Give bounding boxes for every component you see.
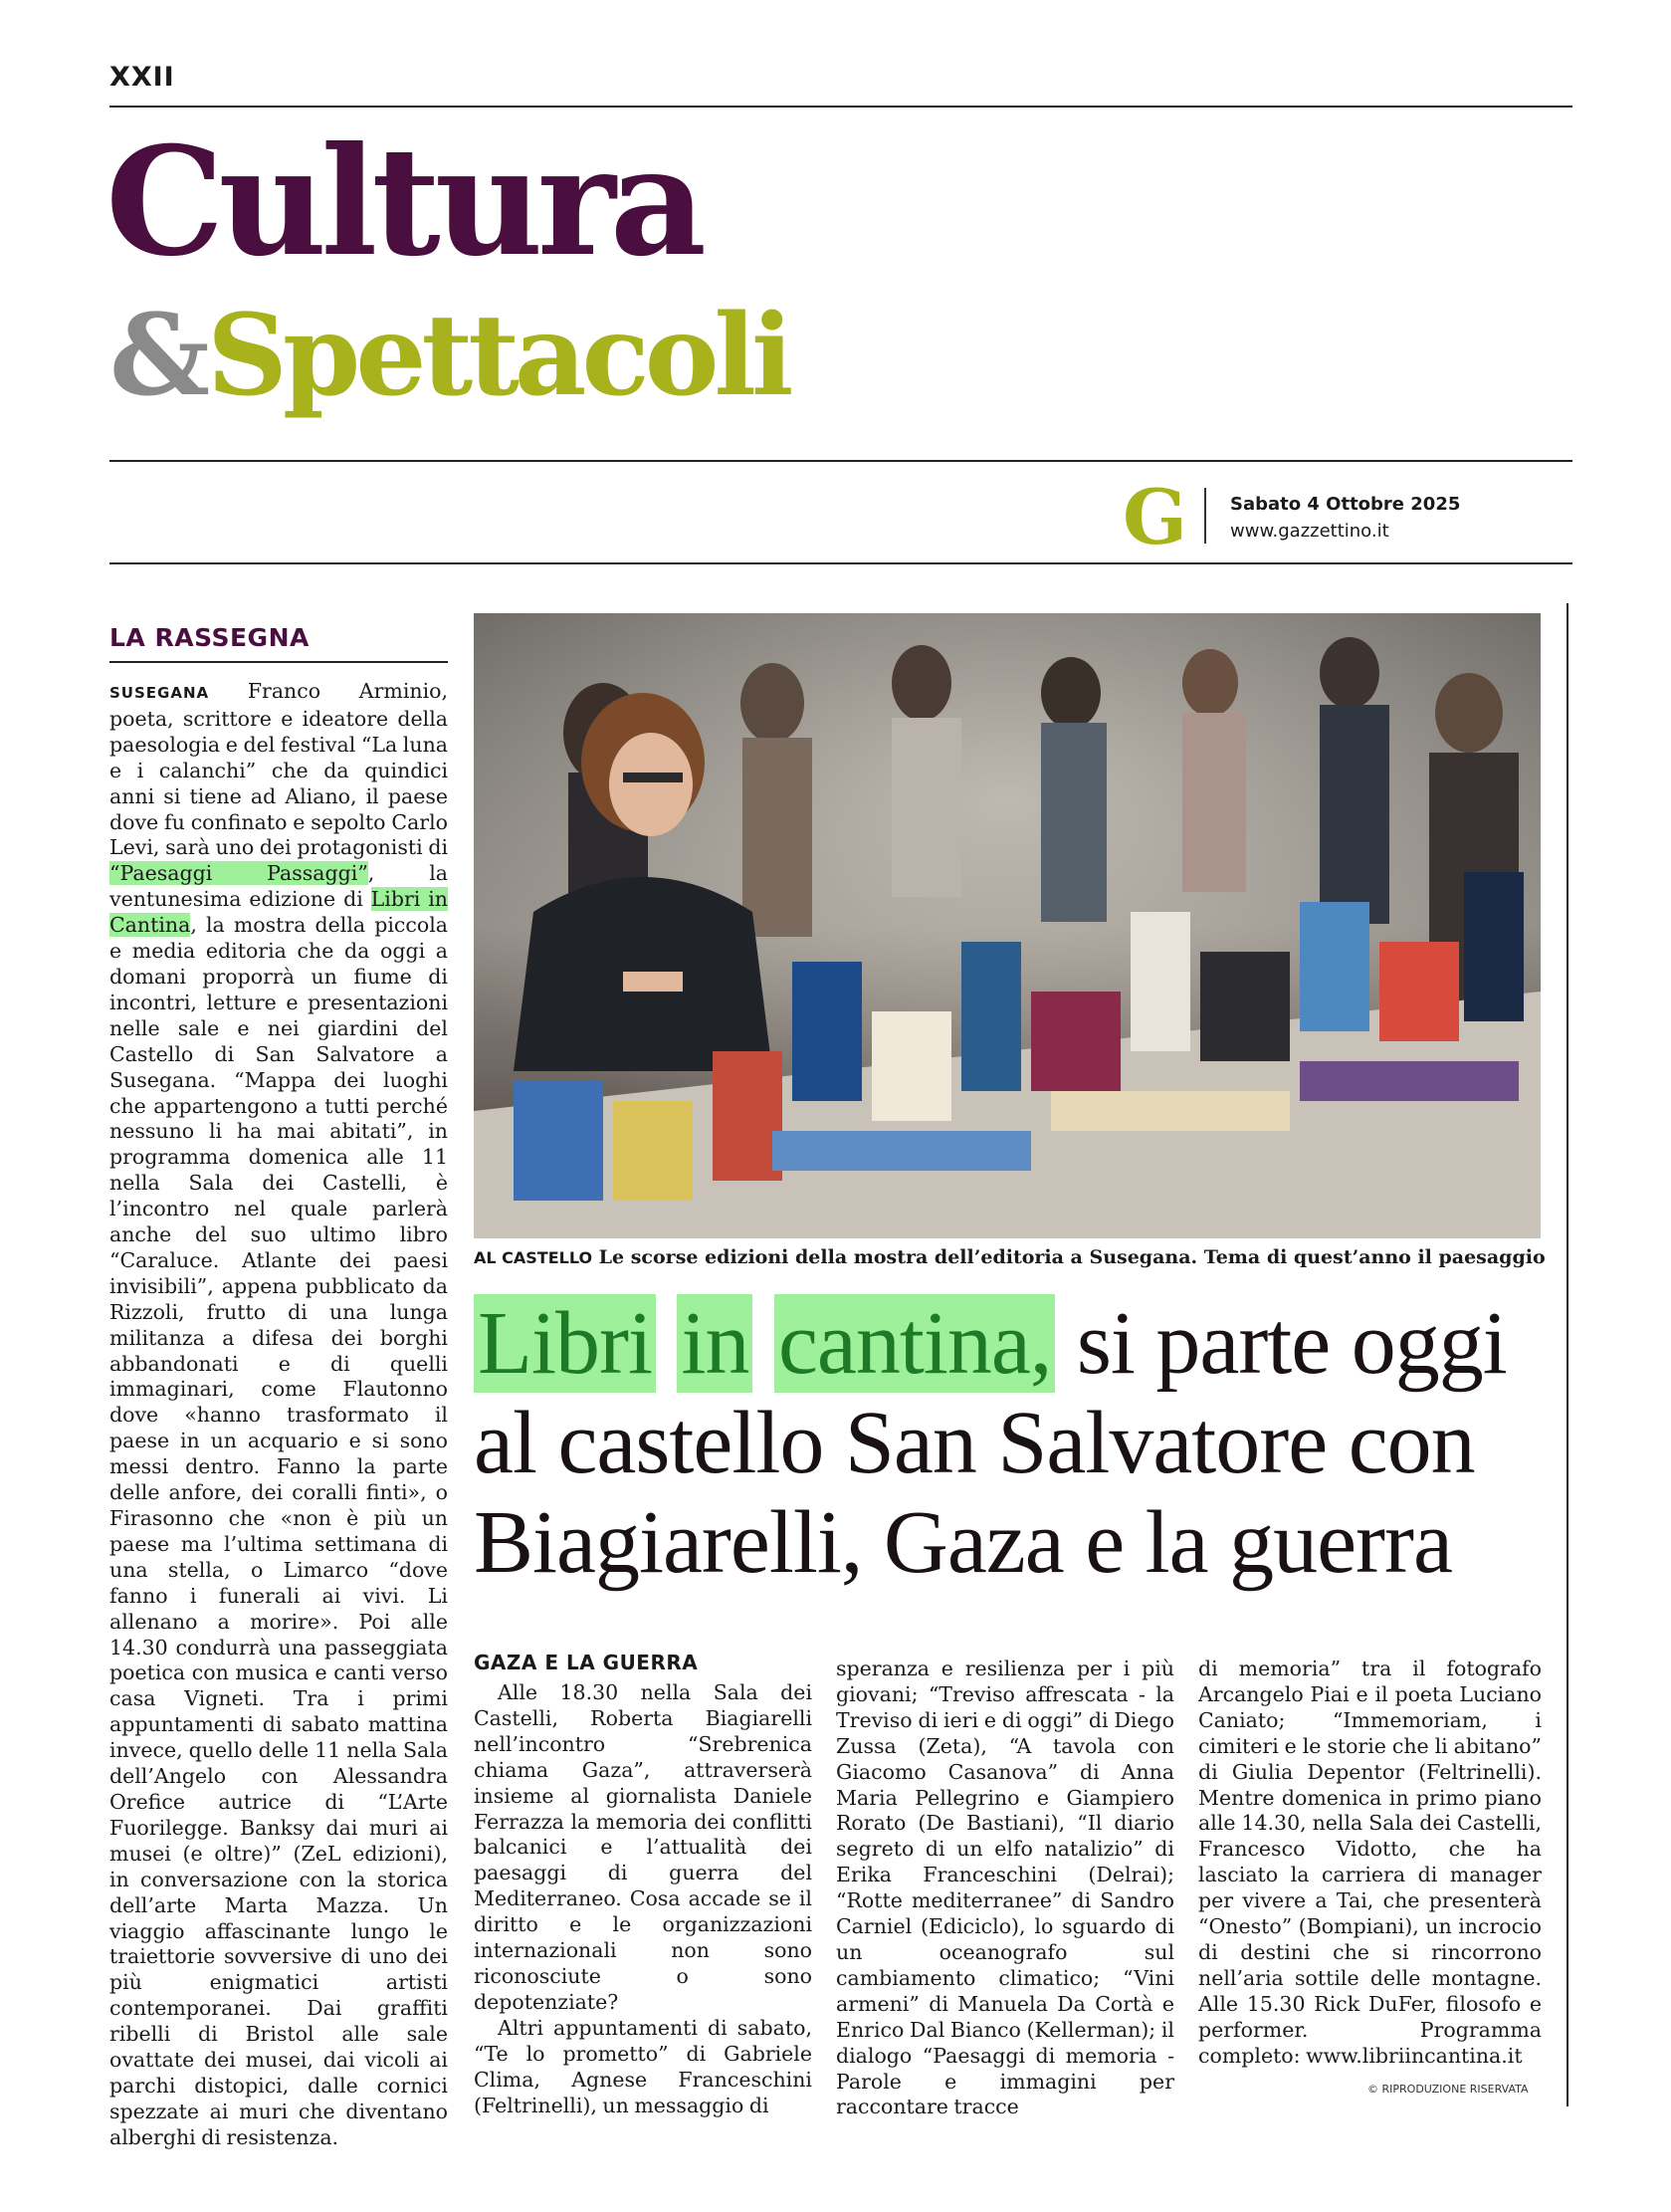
sidebar-text: , la ventunesima edizione di bbox=[109, 861, 448, 912]
article-column-1 bbox=[474, 1680, 812, 2118]
headline-line2: al castello San Salvatore con bbox=[474, 1394, 1475, 1492]
article-paragraph: Alle 18.30 nella Sala dei Castelli, Roberta Biagiarelli nell’incontro “Srebrenica chiama Gaza”, attraverserà insieme al giornalista Daniele Ferrazza la memoria dei conflitti balcanici e l’attualità dei paesaggi di guerra del Mediterraneo. Cosa accade se il diritto e le organizzazioni internazionali non sono riconosciute o sono depotenziate? bbox=[474, 1680, 812, 2014]
section-title: Cultura bbox=[105, 114, 701, 290]
photo-caption bbox=[474, 1246, 1549, 1268]
headline-highlight-libri: Libri bbox=[474, 1294, 656, 1393]
gazzettino-logo: G bbox=[1123, 473, 1187, 561]
article-paragraph: Altri appuntamenti di sabato, “Te lo prometto” di Gabriele Clima, Agnese Franceschini (Feltrinelli), un messaggio di bbox=[474, 2015, 812, 2117]
sidebar-dateline: SUSEGANA bbox=[109, 684, 210, 702]
issue-date: Sabato 4 Ottobre 2025 bbox=[1230, 494, 1461, 515]
section-rule bbox=[109, 460, 1572, 462]
sidebar-text: , la mostra della piccola e media editoria che da oggi a domani proporrà un fiume di incontri, letture e presentazioni nelle sale e nei giardini del Castello di San Salvatore a Susegana. “Mappa dei luoghi che appartengono a tutti perché nessuno li ha mai abitati”, in programma domenica alle 11 nella Sala dei Castelli, è l’incontro nel quale parlerà anche del suo ultimo libro “Caraluce. Atlante dei paesi invisibili”, appena pubblicato da Rizzoli, frutto di una lunga militanza a difesa dei borghi abbandonati e di quelli immaginari, come Flautonno dove «hanno trasformato il paese in un acquario e si sono messi dentro. Fanno la parte delle anfore, dei coralli finti», o Firasonno che «non è più un paese ma l’ultima settimana di una stella, o Limarco “dove fanno i funerali ai vivi. Li allenano a morire». Poi alle 14.30 condurrà una passeggiata poetica con musica e canti verso casa Vigneti. Tra i primi appuntamenti di sabato mattina invece, quello delle 11 nella Sala dell’Angelo con Alessandra Orefice autrice di “L’Arte Fuorilegge. Banksy dai muri ai musei (e oltre)” (ZeL edizioni), in conversazione con la storica dell’arte Marta Mazza. Un viaggio affascinante lungo le traiettorie sovversive di uno dei più enigmatici artisti contemporanei. Dai graffiti ribelli di Bristol alle sale ovattate dei musei, dai vicoli ai parchi distopici, dalle cornici spezzate ai muri che diventano alberghi di resistenza. bbox=[109, 913, 448, 2149]
highlight-libri-in-cantina: Libri in Cantina bbox=[109, 887, 448, 938]
article-column-2: speranza e resilienza per i più giovani; “Treviso affrescata - la Treviso di ieri e di oggi” di Diego Zussa (Zeta), “A tavola con Giacomo Casanova” di Anna Maria Pellegrino e Giampiero Rorato (De Bastiani), “Il diario segreto di un elfo natalizio” di Erika Franceschini (Delrai); “Rotte mediterranee” di Sandro Carniel (Ediciclo), lo sguardo di un oceanografo sul cambiamento climatico; “Vini armeni” di Manuela Da Cortà e Enrico Dal Bianco (Kellerman); il dialogo “Paesaggi di memoria - Parole e immagini per raccontare tracce bbox=[836, 1657, 1174, 2119]
highlight-paesaggi: “Paesaggi Passaggi” bbox=[109, 861, 368, 886]
page-number: XXII bbox=[109, 62, 175, 93]
article-column-3: di memoria” tra il fotografo Arcangelo Piai e il poeta Luciano Caniato; “Immemoriam, i cimiteri e le storie che li abitano” di Giulia Depentor (Feltrinelli). Mentre domenica in primo piano alle 14.30, nella Sala dei Castelli, Francesco Vidotto, che ha lasciato la carriera di manager per vivere a Tai, che presenterà “Onesto” (Bompiani), un incrocio di destini che si rincorrono nell’aria sottile delle montagne. Alle 15.30 Rick DuFer, filosofo e performer. Programma completo: www.libriincantina.it bbox=[1198, 1657, 1542, 2068]
sidebar-article bbox=[109, 679, 448, 2149]
headline bbox=[474, 1294, 1568, 1593]
site-url[interactable]: www.gazzettino.it bbox=[1230, 521, 1389, 542]
caption-label: AL CASTELLO bbox=[474, 1248, 593, 1267]
headline-line3: Biagiarelli, Gaza e la guerra bbox=[474, 1493, 1452, 1592]
masthead-divider bbox=[1204, 488, 1206, 544]
sidebar-kicker-rule bbox=[109, 661, 448, 663]
section-ampersand: & bbox=[109, 291, 205, 421]
top-rule bbox=[109, 106, 1572, 108]
article-kicker: GAZA E LA GUERRA bbox=[474, 1651, 699, 1674]
headline-line1-rest: si parte oggi bbox=[1055, 1294, 1507, 1393]
headline-highlight-cantina: cantina, bbox=[774, 1294, 1055, 1393]
section-subtitle: Spettacoli bbox=[207, 291, 789, 421]
caption-text: Le scorse edizioni della mostra dell’editoria a Susegana. Tema di quest’anno il paesaggio bbox=[592, 1246, 1546, 1268]
masthead-rule bbox=[109, 562, 1572, 564]
copyright-notice: © RIPRODUZIONE RISERVATA bbox=[1367, 2083, 1529, 2096]
book-fair-photo bbox=[474, 613, 1541, 1238]
headline-highlight-in: in bbox=[677, 1294, 752, 1393]
sidebar-text: Franco Arminio, poeta, scrittore e ideatore della paesologia e del festival “La luna e i calanchi” che da quindici anni si tiene ad Aliano, il paese dove fu confinato e sepolto Carlo Levi, sarà uno dei protagonisti di bbox=[109, 679, 448, 860]
sidebar-kicker: LA RASSEGNA bbox=[109, 623, 310, 652]
